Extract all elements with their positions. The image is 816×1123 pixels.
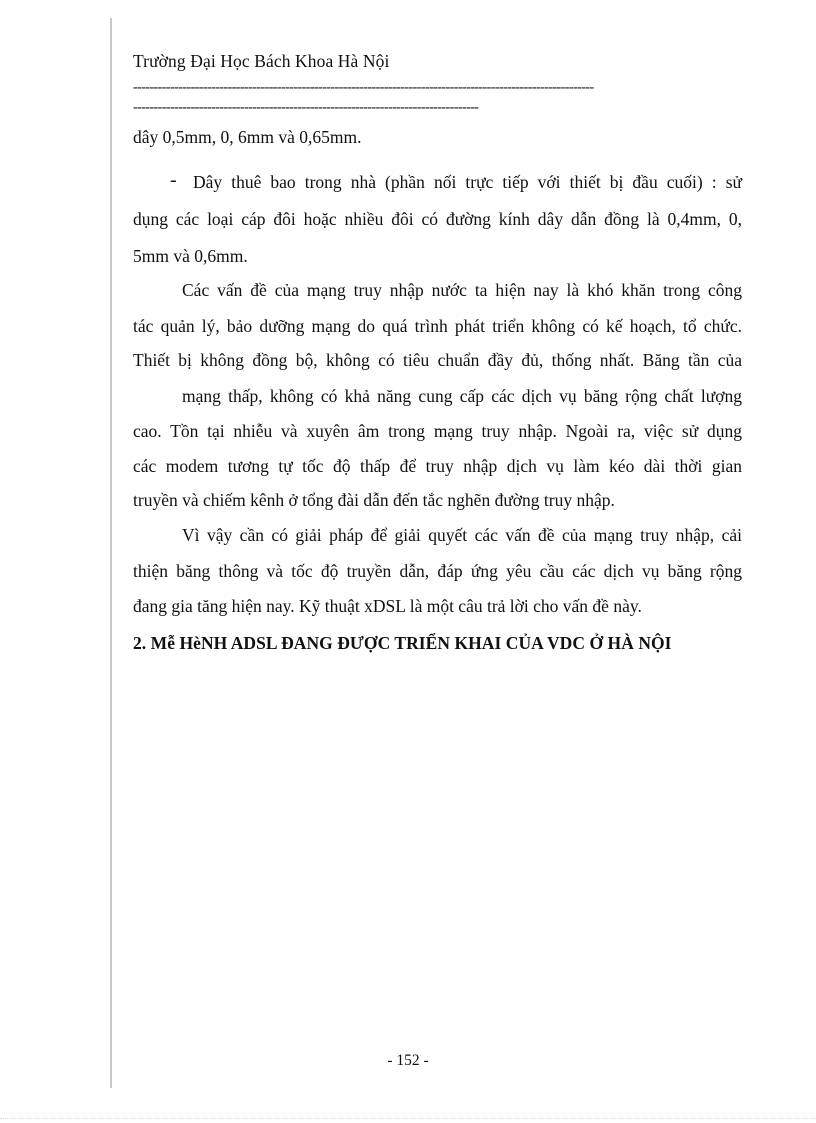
page-number: - 152 - <box>387 1052 429 1069</box>
body-line-4: 5mm và 0,6mm. <box>133 246 248 266</box>
body-line-9: cao. Tồn tại nhiễu và xuyên âm trong mạng truy nhập. Ngoài ra, việc sử dụng <box>133 421 742 441</box>
body-line-6: tác quản lý, bảo dưỡng mạng do quá trình phát triển không có kế hoạch, tổ chức. <box>133 316 742 336</box>
body-line-5: Các vấn đề của mạng truy nhập nước ta hiện nay là khó khăn trong công <box>182 280 742 300</box>
body-line-7: Thiết bị không đồng bộ, không có tiêu chuẩn đầy đủ, thống nhất. Băng tần của <box>133 350 742 370</box>
body-line-2: Dây thuê bao trong nhà (phần nối trực tiếp với thiết bị đầu cuối) : sử <box>193 172 742 192</box>
body-line-12: Vì vậy cần có giải pháp để giải quyết các vấn đề của mạng truy nhập, cải <box>182 525 742 545</box>
page-border-left <box>110 18 112 1088</box>
body-line-14: đang gia tăng hiện nay. Kỹ thuật xDSL là một câu trả lời cho vấn đề này. <box>133 596 642 616</box>
body-line-13: thiện băng thông và tốc độ truyền dẫn, đáp ứng yêu cầu các dịch vụ băng rộng <box>133 561 742 581</box>
body-line-3: dụng các loại cáp đôi hoặc nhiều đôi có đường kính dây dẫn đồng là 0,4mm, 0, <box>133 209 742 229</box>
body-line-10: các modem tương tự tốc độ thấp để truy nhập dịch vụ làm kéo dài thời gian <box>133 456 742 476</box>
bullet-dash: - <box>170 169 177 191</box>
header-separator-2: ------------------------------------------------------------------------------------ <box>133 101 479 115</box>
body-line-1: dây 0,5mm, 0, 6mm và 0,65mm. <box>133 127 362 147</box>
body-line-11: truyền và chiếm kênh ở tổng đài dẫn đến tắc nghẽn đường truy nhập. <box>133 490 615 510</box>
section-heading: 2. Mễ HèNH ADSL ĐANG ĐƯỢC TRIỂN KHAI CỦA VDC Ở HÀ NỘI <box>133 633 672 653</box>
body-line-8: mạng thấp, không có khả năng cung cấp các dịch vụ băng rộng chất lượng <box>182 386 742 406</box>
page-border-bottom <box>0 1118 816 1119</box>
header-separator-1: ---------------------------------------------------------------------------------------------------------------- <box>133 81 594 95</box>
header-title: Trường Đại Học Bách Khoa Hà Nội <box>133 51 390 71</box>
